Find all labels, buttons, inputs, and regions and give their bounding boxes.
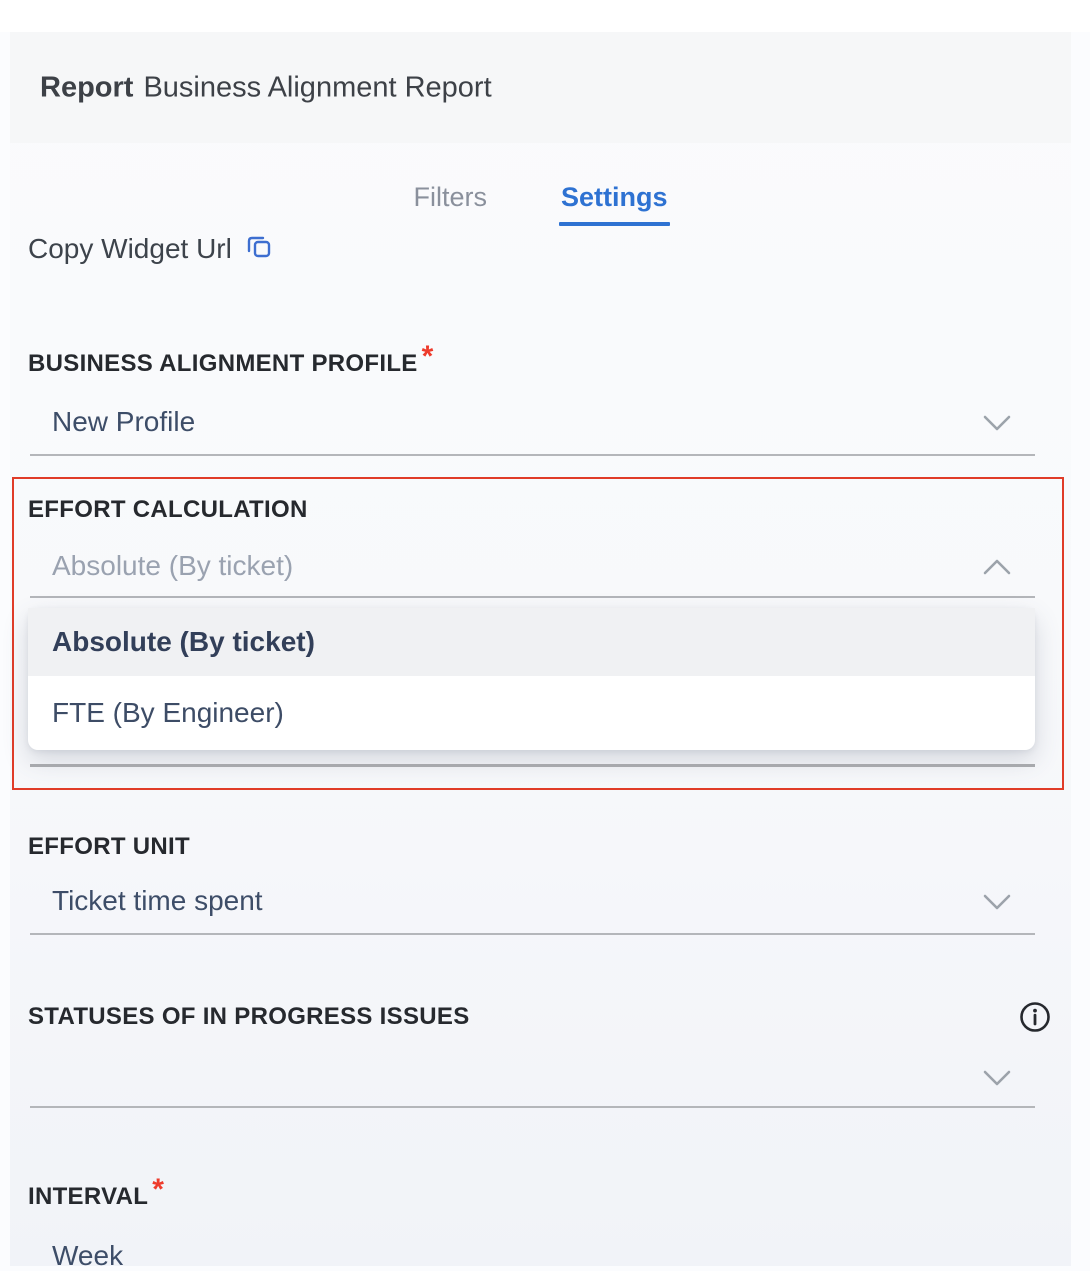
dropdown-option-absolute-by-ticket[interactable]: Absolute (By ticket) bbox=[28, 608, 1035, 676]
dropdown-option-fte-by-engineer[interactable]: FTE (By Engineer) bbox=[52, 697, 284, 728]
page-title-name: Business Alignment Report bbox=[143, 71, 492, 103]
field-underline bbox=[30, 764, 1035, 767]
panel-header bbox=[10, 32, 1071, 143]
interval-select[interactable]: Week bbox=[52, 1240, 124, 1271]
chevron-down-icon[interactable] bbox=[982, 414, 1012, 432]
field-underline bbox=[30, 933, 1035, 935]
interval-value-clipped bbox=[52, 1240, 252, 1271]
effort-unit-select[interactable]: Ticket time spent bbox=[52, 885, 263, 916]
effort-calculation-dropdown bbox=[28, 608, 1035, 750]
chevron-up-icon[interactable] bbox=[982, 558, 1012, 576]
page-top-strip bbox=[0, 0, 1090, 32]
field-underline bbox=[30, 596, 1035, 598]
required-asterisk: * bbox=[152, 1173, 165, 1206]
effort-calculation-select[interactable]: Absolute (By ticket) bbox=[52, 550, 294, 581]
info-icon[interactable] bbox=[1018, 1000, 1052, 1034]
business-alignment-profile-label-text: BUSINESS ALIGNMENT PROFILE bbox=[28, 350, 418, 377]
effort-calculation-label: EFFORT CALCULATION bbox=[28, 496, 308, 523]
copy-widget-url-label: Copy Widget Url bbox=[28, 233, 232, 264]
field-underline bbox=[30, 1106, 1035, 1108]
field-underline bbox=[30, 454, 1035, 456]
required-asterisk: * bbox=[421, 340, 434, 373]
effort-unit-label: EFFORT UNIT bbox=[28, 833, 190, 860]
interval-label bbox=[28, 1173, 165, 1211]
chevron-down-icon[interactable] bbox=[982, 893, 1012, 911]
tab-filters[interactable]: Filters bbox=[413, 182, 487, 212]
business-alignment-profile-label bbox=[28, 340, 434, 378]
copy-widget-url-link[interactable] bbox=[28, 233, 448, 265]
chevron-down-icon[interactable] bbox=[982, 1069, 1012, 1087]
business-alignment-profile-select[interactable]: New Profile bbox=[52, 406, 196, 437]
report-settings-panel bbox=[10, 32, 1071, 1271]
copy-widget-url-row bbox=[28, 233, 448, 284]
tab-bar bbox=[10, 182, 1071, 226]
page-title-prefix: Report bbox=[40, 71, 134, 103]
interval-label-text: INTERVAL bbox=[28, 1183, 149, 1210]
statuses-label: STATUSES OF IN PROGRESS ISSUES bbox=[28, 1003, 470, 1030]
tab-settings[interactable]: Settings bbox=[559, 182, 670, 226]
page-title bbox=[40, 71, 492, 104]
copy-icon[interactable] bbox=[246, 233, 272, 265]
